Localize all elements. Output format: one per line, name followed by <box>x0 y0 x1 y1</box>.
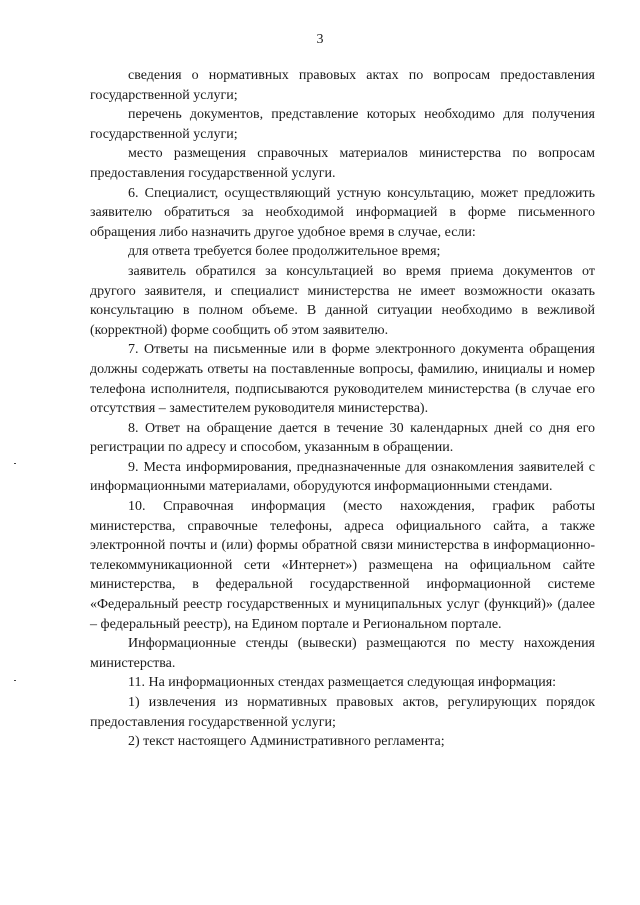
paragraph: 2) текст настоящего Административного регламента; <box>128 734 445 750</box>
paragraph: для ответа требуется более продолжительное время; <box>128 244 441 260</box>
paragraph: Информационные стенды (вывески) размещаются по месту нахождения министерства. <box>90 636 595 671</box>
paragraph: 9. Места информирования, предназначенные для ознакомления заявителей с информационными материалами, оборудуются информационными стендами. <box>90 459 595 495</box>
paragraph: место размещения справочных материалов министерства по вопросам предоставления государственной услуги. <box>90 146 595 181</box>
paragraph: 1) извлечения из нормативных правовых актов, регулирующих порядок предоставления государственной услуги; <box>90 695 595 730</box>
paragraph: 10. Справочная информация (место нахождения, график работы министерства, справочные телефоны, адреса официального сайта, а также электронной почты и (или) формы обратной связи министерства в информационно-телекоммуникационной сети «Интернет») размещена на официальном сайте министерства, в федеральной государственной информационной системе «Федеральный реестр государственных и муниципальных услуг (функций)» (далее – федеральный реестр), на Едином портале и Региональном портале. <box>90 499 595 632</box>
scan-artifact-mark <box>14 463 16 464</box>
paragraph: сведения о нормативных правовых актах по вопросам предоставления государственной услуги; <box>90 68 595 103</box>
page-number: 3 <box>316 32 324 47</box>
paragraph: перечень документов, представление которых необходимо для получения государственной услуги; <box>90 107 595 142</box>
document-body <box>90 66 595 752</box>
paragraph: заявитель обратился за консультацией во время приема документов от другого заявителя, и специалист министерства не имеет возможности оказать консультацию в полном объеме. В данной ситуации необходимо в вежливой (корректной) форме сообщить об этом заявителю. <box>90 263 595 338</box>
paragraph: 8. Ответ на обращение дается в течение 30 календарных дней со дня его регистрации по адресу и способом, указанным в обращении. <box>90 420 595 456</box>
paragraph: 11. На информационных стендах размещается следующая информация: <box>128 675 557 691</box>
paragraph: 7. Ответы на письменные или в форме электронного документа обращения должны содержать ответы на поставленные вопросы, фамилию, инициалы и номер телефона исполнителя, подписываются руководителем министерства (в случае его отсутствия – заместителем руководителя министерства). <box>90 342 595 417</box>
scan-artifact-mark <box>14 680 16 681</box>
paragraph: 6. Специалист, осуществляющий устную консультацию, может предложить заявителю обратиться за необходимой информацией в форме письменного обращения либо назначить другое удобное время в случае, если: <box>90 185 595 240</box>
